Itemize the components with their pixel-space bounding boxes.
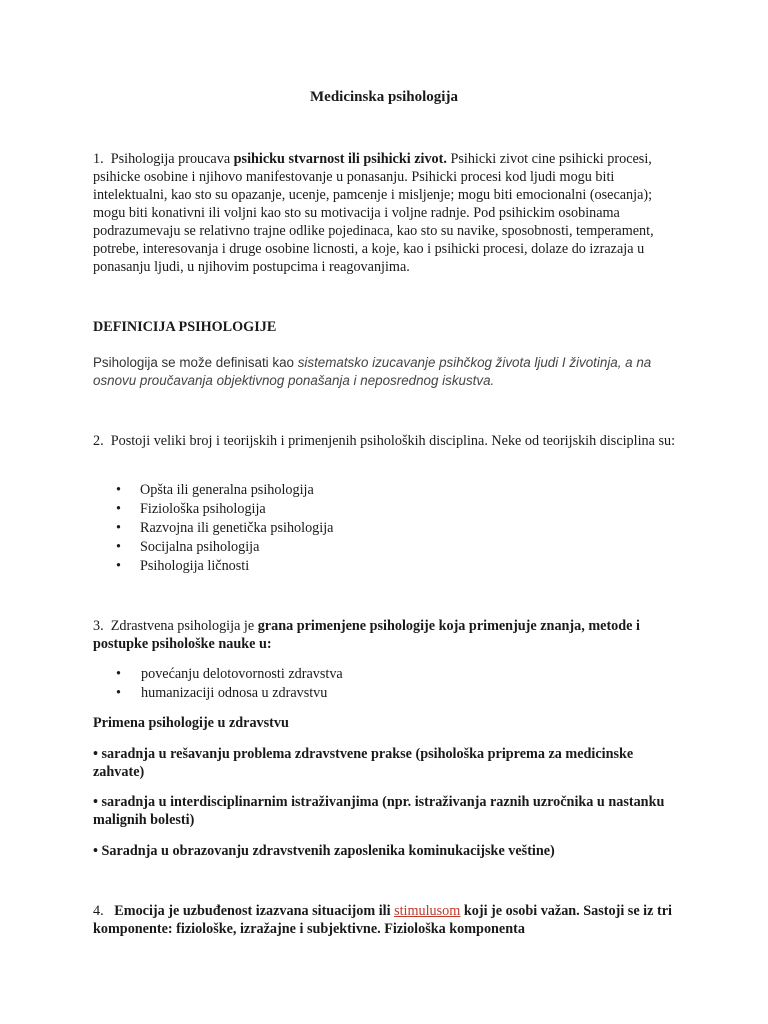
disciplines-list [108,481,333,576]
primena-item: • Saradnja u obrazovanju zdravstvenih zaposlenika kominukacijske veštine) [93,843,555,859]
primena-item: • saradnja u interdisciplinarnim istraživanjima (npr. istraživanja raznih uzročnika u nastanku malignih bolesti) [93,794,665,828]
section-2-text: Postoji veliki broj i teorijskih i primenjenih psiholoških disciplina. Neke od teorijskih disciplina su: [110,433,676,449]
definition-heading: DEFINICIJA PSIHOLOGIJE [93,319,277,335]
bullet-icon: • [116,501,121,517]
bullet-icon: • [116,539,121,555]
definition-paragraph [93,354,683,390]
section-1-paragraph [93,150,683,276]
section-4-number: 4. [93,903,104,919]
primena-item: • saradnja u rešavanju problema zdravstvene prakse (psihološka priprema za medicinske zahvate) [93,746,634,780]
definition-lead: Psihologija se može definisati kao [93,355,294,370]
bullet-icon: • [116,685,121,701]
list-item-label: Fiziološka psihologija [140,501,266,517]
section-1-bold: psihicku stvarnost ili psihicki zivot. [233,151,447,167]
bullet-icon: • [116,666,121,682]
list-item-label: Razvojna ili genetička psihologija [140,520,334,536]
list-item-label: Psihologija ličnosti [140,558,250,574]
list-item [108,665,343,684]
section-3-paragraph [93,617,683,653]
section-3-lead: Zdrastvena psihologija je [110,618,255,634]
list-item-label: Socijalna psihologija [140,539,260,555]
primena-label: Primena psihologije u zdravstvu [93,715,289,731]
bullet-icon: • [116,558,121,574]
section-4-lead: Emocija je uzbuđenost izazvana situacijom ili [114,903,391,919]
list-item-label: povećanju delotovornosti zdravstva [141,666,343,682]
list-item [108,481,333,500]
section-4-paragraph [93,902,683,938]
section-1-number: 1. [93,151,104,167]
section-1-intro: Psihologija proucava [110,151,231,167]
stimulus-link[interactable]: stimulusom [394,903,461,919]
bullet-icon: • [116,482,121,498]
list-item [108,557,333,576]
page-title: Medicinska psihologija [310,89,458,105]
section-3-bold: grana primenjene psihologije koja primenjuje znanja, metode i postupke psihološke nauke u: [93,618,640,652]
section-4-text: koji je osobi važan. Sastoji se iz tri komponente: fiziološke, izražajne i subjektivne. Fiziološka komponenta [93,903,672,937]
list-item-label: humanizaciji odnosa u zdravstvu [141,685,328,701]
list-item-label: Opšta ili generalna psihologija [140,482,314,498]
section-2-number: 2. [93,433,104,449]
health-list [108,665,343,703]
list-item [108,500,333,519]
section-3-number: 3. [93,618,104,634]
section-1-text: Psihicki zivot cine psihicki procesi, psihicke osobine i njihovo manifestovanje u ponasanju. Psihicki procesi kod ljudi mogu biti intelektualni, kao sto su opazanje, ucenje, pamcenje i misljenje; mogu biti emocionalni (osecanja); mogu biti konativni ili voljni kao sto su motivacija i voljne radnje. Pod psihickim osobinama podrazumevaju se relativno trajne odlike pojedinaca, kao sto su navike, sposobnosti, temperament, potrebe, interesovanja i druge osobine licnosti, a koje, kao i psihicki procesi, dolaze do izrazaja u ponasanju ljudi, u njihovim postupcima i reagovanjima. [93,151,654,275]
definition-italic: sistematsko izucavanje psihčkog života ljudi I životinja, a na osnovu proučavanja objektivnog ponašanja i neposrednog iskustva. [93,355,652,388]
bullet-icon: • [116,520,121,536]
list-item [108,538,333,557]
section-2-paragraph [93,432,683,450]
list-item [108,519,333,538]
list-item [108,684,343,703]
